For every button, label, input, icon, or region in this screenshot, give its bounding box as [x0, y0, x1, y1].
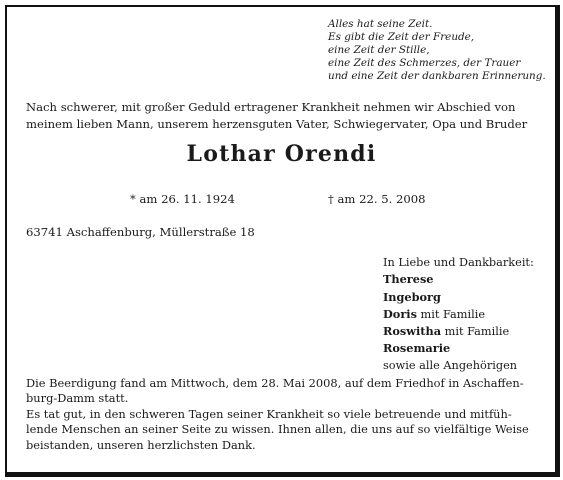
address: 63741 Aschaffenburg, Müllerstraße 18 — [26, 225, 255, 239]
funeral-notice — [26, 376, 540, 453]
intro-text — [26, 99, 540, 133]
funeral-line: beistanden, unseren herzlichsten Dank. — [26, 437, 256, 452]
intro-line: Nach schwerer, mit großer Geduld ertragener Krankheit nehmen wir Abschied von — [26, 100, 516, 114]
motto-line: Es gibt die Zeit der Freude, — [328, 31, 475, 43]
mourner-entry — [383, 306, 534, 323]
mourner-suffix: mit Familie — [441, 325, 510, 339]
funeral-line: lende Menschen an seiner Seite zu wissen. Ihnen allen, die uns auf so vielfältige Weise — [26, 422, 529, 437]
deceased-name: Lothar Orendi — [186, 141, 377, 167]
motto-line: Alles hat seine Zeit. — [328, 18, 433, 30]
motto-poem — [328, 18, 548, 83]
mourner-suffix: mit Familie — [416, 307, 486, 321]
mourners-closing: sowie alle Angehörigen — [383, 358, 518, 372]
funeral-line: Die Beerdigung fand am Mittwoch, dem 28. Mai 2008, auf dem Friedhof in Aschaffen- — [26, 376, 524, 390]
mourner-name: Doris — [383, 306, 417, 321]
mourners-block — [383, 255, 534, 374]
mourner-name: Therese — [383, 272, 434, 287]
mourner-name: Roswitha — [383, 324, 442, 339]
mourner-entry — [383, 323, 534, 340]
funeral-line: burg-Damm statt. — [26, 391, 129, 406]
intro-line: meinem lieben Mann, unserem herzensguten Vater, Schwiegervater, Opa und Bruder — [26, 117, 528, 131]
motto-line: eine Zeit der Stille, — [328, 44, 430, 56]
death-date: † am 22. 5. 2008 — [328, 192, 426, 206]
mourner-entry — [383, 289, 534, 306]
mourner-name: Ingeborg — [383, 289, 441, 304]
birth-date: * am 26. 11. 1924 — [130, 192, 235, 206]
mourner-name: Rosemarie — [383, 341, 451, 356]
motto-line: und eine Zeit der dankbaren Erinnerung. — [328, 70, 546, 82]
motto-line: eine Zeit des Schmerzes, der Trauer — [328, 57, 521, 69]
mourner-entry — [383, 271, 534, 288]
funeral-line: Es tat gut, in den schweren Tagen seiner Krankheit so viele betreuende und mitfüh- — [26, 406, 512, 421]
mourner-entry — [383, 340, 534, 357]
mourners-heading: In Liebe und Dankbarkeit: — [383, 256, 534, 269]
